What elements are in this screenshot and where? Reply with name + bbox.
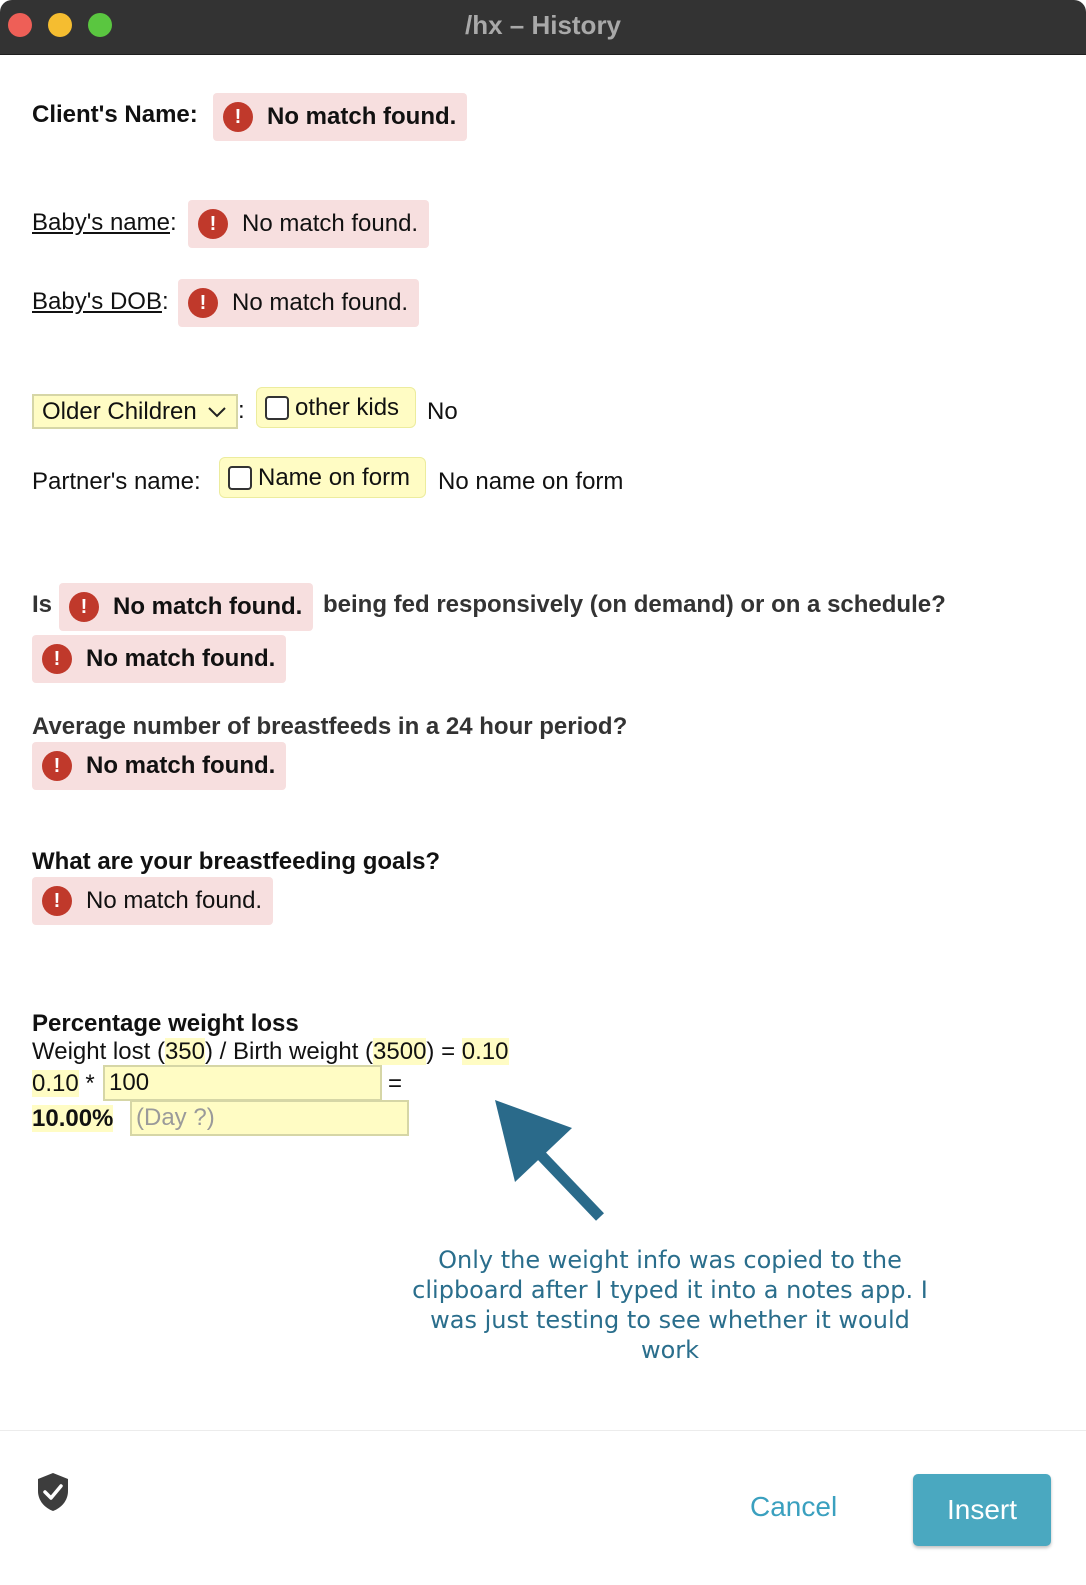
goals-question: What are your breastfeeding goals?: [32, 848, 441, 875]
breastfeeds-question: Average number of breastfeeds in a 24 hour period?: [32, 713, 628, 740]
client-name-error: [213, 93, 467, 141]
older-children-value: Older Children: [42, 397, 197, 425]
multiplier-value: 100: [109, 1069, 150, 1096]
exclamation-circle-icon: !: [42, 751, 72, 781]
error-text: No match found.: [86, 887, 263, 914]
weight-lost-value: 350: [164, 1038, 205, 1065]
client-name-label: Client's Name:: [32, 101, 198, 128]
colon: :: [238, 397, 245, 424]
other-kids-value: No: [427, 398, 458, 425]
checkbox-box[interactable]: [265, 396, 289, 420]
percent-value: 10.00%: [32, 1105, 114, 1132]
weight-heading: Percentage weight loss: [32, 1010, 299, 1037]
weight-formula-row: [32, 1038, 509, 1066]
error-text: No match found.: [113, 593, 303, 620]
partner-name-label: Partner's name:: [32, 468, 201, 495]
baby-dob-error: [178, 279, 419, 327]
error-text: No match found.: [232, 289, 409, 316]
birth-weight-value: 3500: [373, 1038, 427, 1065]
day-placeholder: (Day ?): [136, 1104, 215, 1131]
exclamation-circle-icon: !: [188, 288, 218, 318]
baby-dob-label-row: [32, 288, 169, 316]
multiplier-input[interactable]: [103, 1065, 382, 1101]
birth-weight-prefix: ) / Birth weight (: [204, 1038, 374, 1065]
fed-question-suffix: being fed responsively (on demand) or on a schedule?: [323, 591, 946, 618]
checkbox-box[interactable]: [228, 466, 252, 490]
equals-sign: ) =: [426, 1038, 456, 1065]
colon: :: [161, 288, 169, 315]
baby-name-label-row: [32, 209, 177, 237]
shield-check-icon[interactable]: [36, 1471, 70, 1513]
chevron-down-icon: [207, 405, 227, 419]
partner-checkbox-label: Name on form: [258, 463, 411, 491]
error-text: No match found.: [86, 645, 276, 672]
form-content: [0, 55, 1086, 1430]
percent-result: [32, 1105, 113, 1133]
exclamation-circle-icon: !: [42, 644, 72, 674]
equals-sign-2: =: [388, 1070, 403, 1097]
error-text: No match found.: [86, 752, 276, 779]
fed-answer-error: [32, 635, 286, 683]
weight-ratio-copy: 0.10: [32, 1070, 79, 1097]
baby-name-label[interactable]: Baby's name: [32, 209, 170, 236]
cancel-button[interactable]: Cancel: [750, 1491, 838, 1522]
baby-dob-label[interactable]: Baby's DOB: [32, 288, 162, 315]
error-text: No match found.: [242, 210, 419, 237]
ratio-row: [32, 1070, 95, 1098]
day-input[interactable]: [130, 1100, 409, 1136]
other-kids-label: other kids: [295, 393, 400, 421]
exclamation-circle-icon: !: [42, 886, 72, 916]
annotation-note: Only the weight info was copied to the clipboard after I typed it into a notes app. I was just testing to see whether it would work: [412, 1246, 928, 1364]
fed-question-prefix: Is: [32, 591, 53, 618]
window-titlebar: [0, 0, 1086, 55]
partner-name-checkbox[interactable]: [219, 457, 426, 498]
exclamation-circle-icon: !: [223, 102, 253, 132]
goals-answer-error: [32, 877, 273, 925]
colon: :: [170, 209, 177, 236]
older-children-select[interactable]: [32, 394, 238, 429]
partner-name-value: No name on form: [438, 468, 624, 495]
breastfeeds-answer-error: [32, 742, 286, 790]
weight-ratio: 0.10: [461, 1038, 509, 1065]
window-title: /hx – History: [464, 10, 622, 40]
dialog-footer: [0, 1430, 1086, 1585]
weight-lost-prefix: Weight lost (: [32, 1038, 165, 1065]
exclamation-circle-icon: !: [198, 209, 228, 239]
exclamation-circle-icon: !: [69, 592, 99, 622]
error-text: No match found.: [267, 103, 457, 130]
other-kids-checkbox[interactable]: [256, 387, 416, 428]
insert-button[interactable]: Insert: [913, 1474, 1051, 1546]
arrow-annotation-icon: [480, 1090, 630, 1230]
fed-baby-name-error: [59, 583, 313, 631]
baby-name-error: [188, 200, 429, 248]
times-sign: *: [85, 1070, 95, 1097]
